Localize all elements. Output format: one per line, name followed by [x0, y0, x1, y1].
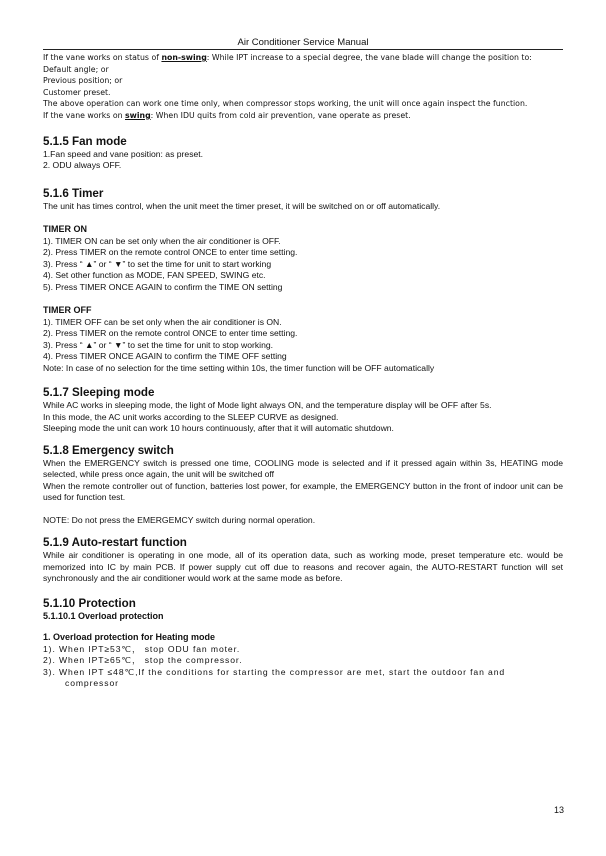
page-content	[43, 52, 563, 690]
emergency-paragraph-2: When the remote controller out of function, batteries lost power, for example, the EMERGENCY button in the front of indoor unit can be used for function test.	[43, 480, 563, 503]
timer-section	[43, 187, 563, 375]
emergency-switch-section	[43, 444, 563, 527]
protection-section	[43, 597, 563, 690]
timer-off-step-1: 1). TIMER OFF can be set only when the air conditioner is ON.	[43, 316, 282, 327]
non-swing-paragraph	[43, 52, 563, 64]
overload-step-2: 2). When IPT≥65℃， stop the compressor.	[43, 655, 243, 666]
protection-heading: 5.1.10 Protection	[43, 596, 136, 610]
auto-restart-section	[43, 536, 563, 585]
one-time-paragraph: The above operation can work one time only, when compressor stops working, the unit will once again inspect the function.	[43, 99, 528, 109]
timer-on-step-3: 3). Press “ ▲” or “ ▼” to set the time for unit to start working	[43, 258, 272, 269]
timer-off-step-4: 4). Press TIMER ONCE AGAIN to confirm the TIME OFF setting	[43, 351, 287, 362]
page-header-title: Air Conditioner Service Manual	[237, 37, 369, 48]
timer-note: Note: In case of no selection for the time setting within 10s, the timer function will be OFF automatically	[43, 362, 435, 373]
auto-restart-paragraph: While air conditioner is operating in one mode, all of its operation data, such as working mode, preset temperature etc. would be memorized into IC by main PCB. If power supply cut off due to reasons and recover again, the AUTO-RESTART function will set synchronously and the air conditioner would work at the same mode as before.	[43, 550, 563, 584]
timer-on-step-1: 1). TIMER ON can be set only when the air conditioner is OFF.	[43, 235, 281, 246]
vane-intro-section	[43, 52, 563, 122]
swing-paragraph	[43, 110, 563, 122]
timer-heading: 5.1.6 Timer	[43, 186, 104, 200]
sleeping-mode-heading: 5.1.7 Sleeping mode	[43, 386, 155, 400]
timer-on-step-4: 4). Set other function as MODE, FAN SPEED, SWING etc.	[43, 270, 266, 281]
sleeping-mode-section	[43, 386, 563, 435]
timer-on-step-2: 2). Press TIMER on the remote control ONCE to enter time setting.	[43, 247, 298, 258]
option-customer-preset: Customer preset.	[43, 87, 111, 97]
overload-protection-subheading: 5.1.10.1 Overload protection	[43, 610, 164, 621]
overload-step-3: 3). When IPT ≤48℃,If the conditions for starting the compressor are met, start the outdoor fan and	[43, 666, 506, 677]
timer-on-heading: TIMER ON	[43, 224, 87, 235]
fan-mode-line-2: 2. ODU always OFF.	[43, 160, 122, 171]
fan-mode-line-1: 1.Fan speed and vane position: as preset.	[43, 148, 204, 159]
emergency-switch-heading: 5.1.8 Emergency switch	[43, 443, 174, 457]
non-swing-tail: : While IPT increase to a special degree, the vane blade will change the position to:	[206, 53, 532, 62]
sleeping-mode-paragraph-1: While AC works in sleeping mode, the light of Mode light always ON, and the temperature display will be OFF after 5s.	[43, 400, 492, 411]
swing-lead: If the vane works on	[43, 110, 126, 120]
timer-off-heading: TIMER OFF	[43, 305, 92, 316]
timer-description: The unit has times control, when the unit meet the timer preset, it will be switched on or off automatically.	[43, 200, 441, 211]
auto-restart-heading: 5.1.9 Auto-restart function	[43, 536, 187, 550]
option-previous-position: Previous position; or	[43, 76, 123, 86]
page-number: 13	[553, 805, 564, 815]
header-divider	[43, 49, 563, 50]
overload-step-1: 1). When IPT≥53℃， stop ODU fan moter.	[43, 643, 241, 654]
overload-step-3-continued: compressor	[65, 678, 119, 689]
non-swing-lead: If the vane works on status of	[43, 53, 162, 62]
sleeping-mode-paragraph-2: In this mode, the AC unit works according to the SLEEP CURVE as designed.	[43, 411, 339, 422]
timer-on-step-5: 5). Press TIMER ONCE AGAIN to confirm the TIME ON setting	[43, 281, 283, 292]
swing-tail: : When IDU quits from cold air prevention, vane operate as preset.	[150, 110, 411, 120]
non-swing-term: non-swing	[161, 53, 207, 62]
overload-heating-heading: 1. Overload protection for Heating mode	[43, 632, 216, 643]
timer-off-step-3: 3). Press “ ▲” or “ ▼” to set the time for unit to stop working.	[43, 339, 274, 350]
timer-off-step-2: 2). Press TIMER on the remote control ONCE to enter time setting.	[43, 328, 298, 339]
sleeping-mode-paragraph-3: Sleeping mode the unit can work 10 hours continuously, after that it will automatic shutdown.	[43, 423, 394, 434]
emergency-paragraph-1: When the EMERGENCY switch is pressed one time, COOLING mode is selected and if it pressed again within 3s, HEATING mode selected, while press once again, the unit will be switched off	[43, 457, 563, 480]
fan-mode-heading: 5.1.5 Fan mode	[43, 134, 127, 148]
emergency-note: NOTE: Do not press the EMERGEMCY switch during normal operation.	[43, 514, 316, 525]
fan-mode-section	[43, 135, 563, 172]
option-default-angle: Default angle; or	[43, 64, 109, 74]
swing-term: swing	[125, 110, 151, 120]
